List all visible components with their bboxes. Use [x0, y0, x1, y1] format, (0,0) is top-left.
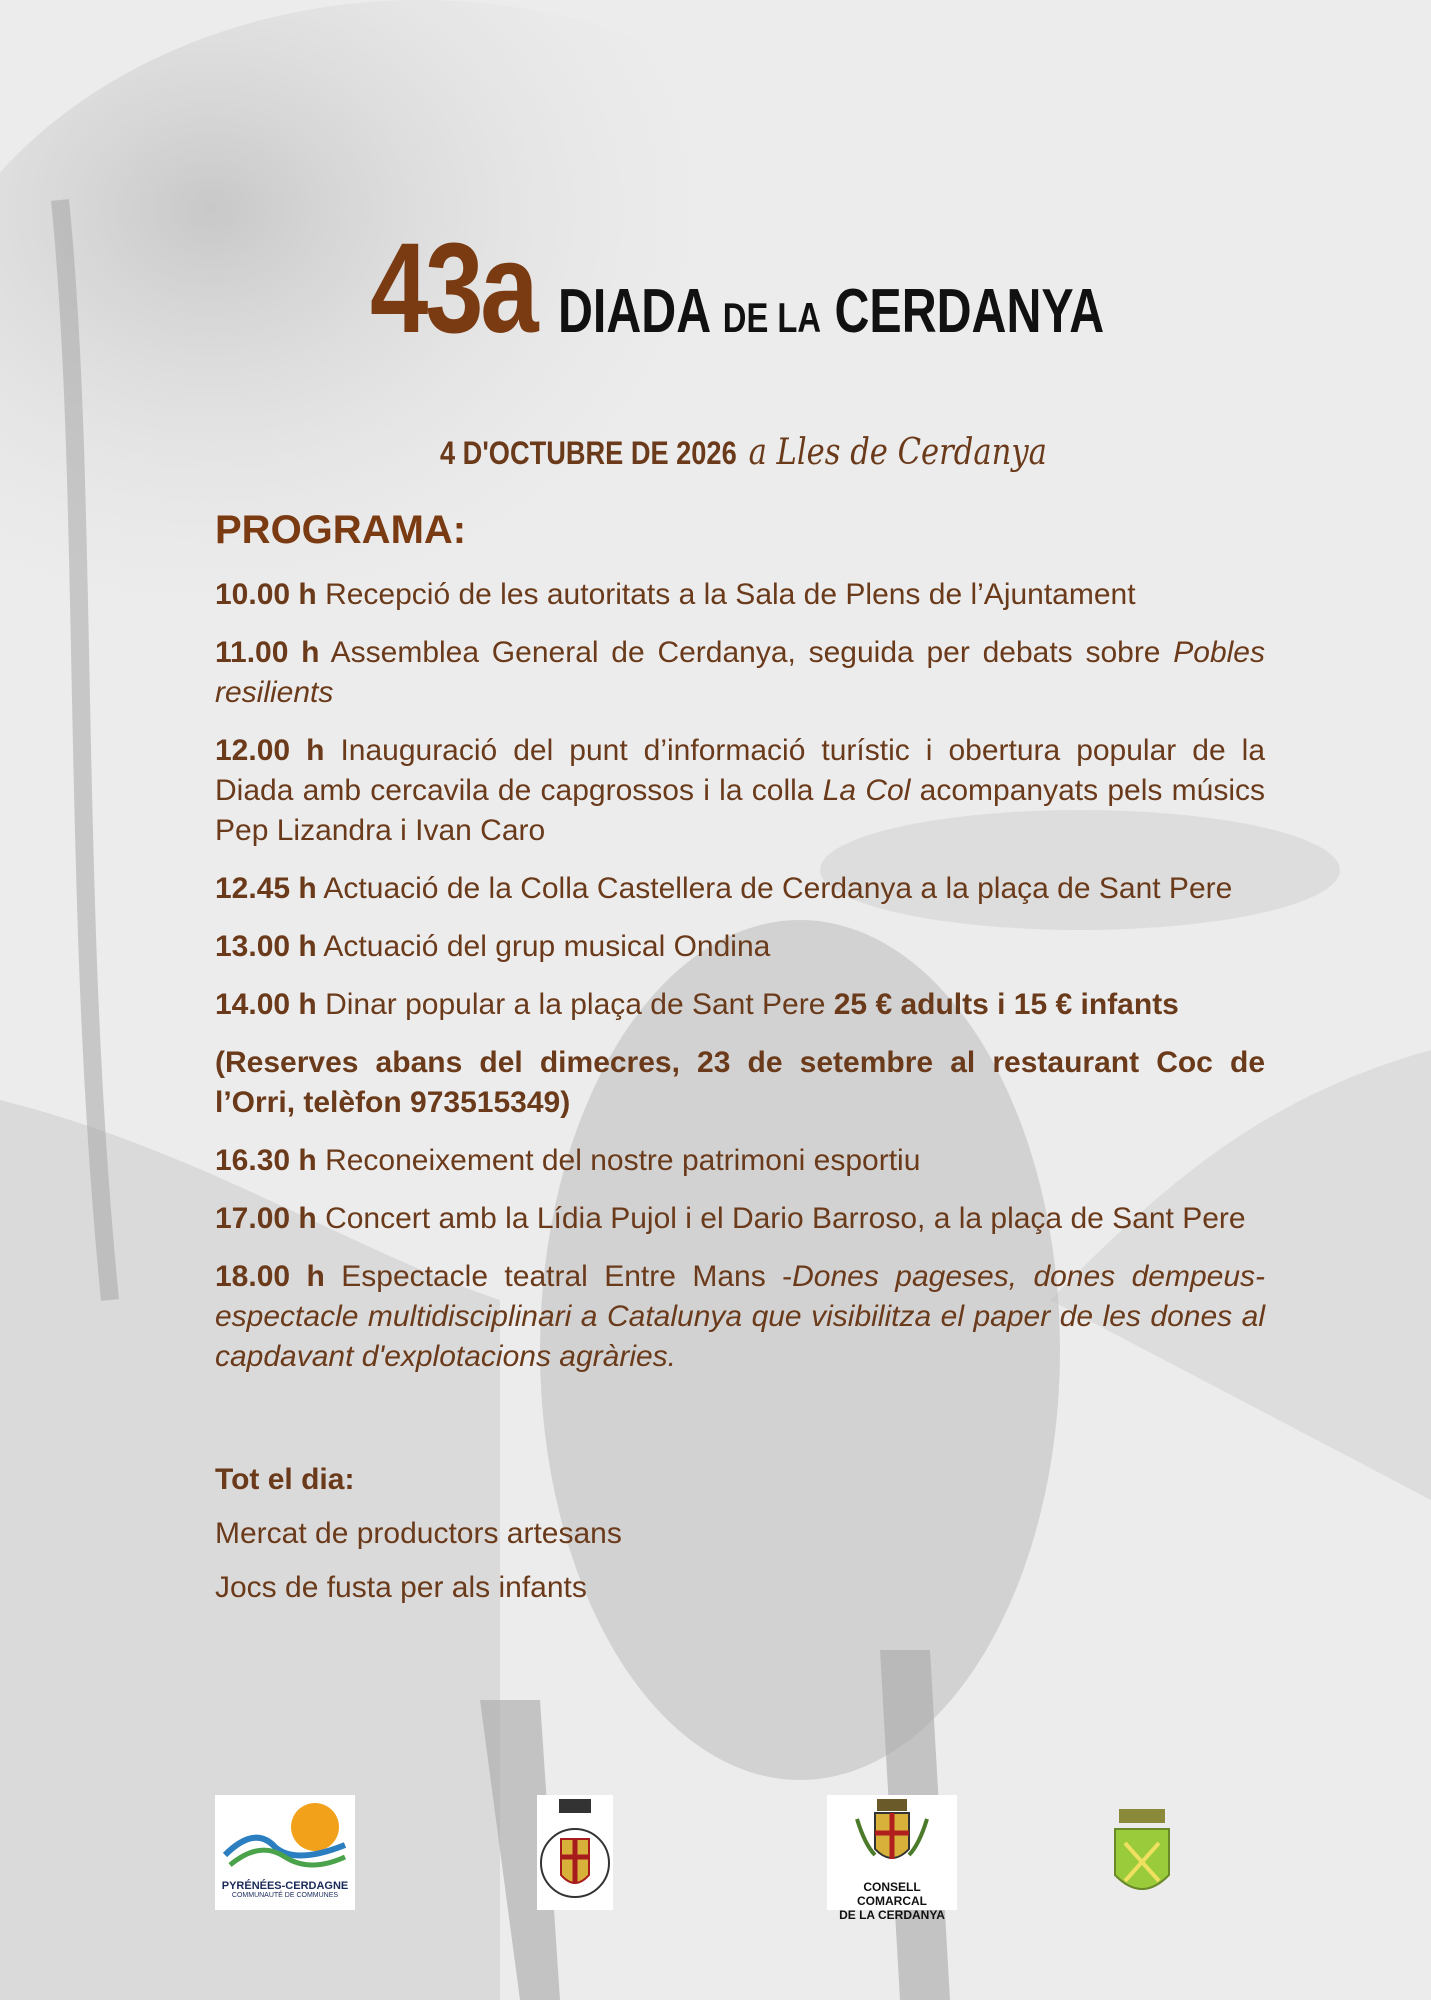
- program-item: 17.00 h Concert amb la Lídia Pujol i el Dario Barroso, a la plaça de Sant Pere: [215, 1202, 1246, 1235]
- item-time: 17.00 h: [215, 1202, 317, 1235]
- mountain-sun-icon: [215, 1795, 355, 1875]
- item-time: 12.45 h: [215, 872, 317, 905]
- edition-number: 43a: [370, 217, 536, 360]
- all-day-activity: Jocs de fusta per als infants: [215, 1571, 587, 1604]
- all-day-activity: Mercat de productors artesans: [215, 1517, 622, 1550]
- item-time: 12.00 h: [215, 734, 325, 767]
- coat-of-arms-icon: [827, 1795, 957, 1875]
- event-place: a Lles de Cerdanya: [748, 432, 1047, 473]
- program-item: 16.30 h Reconeixement del nostre patrimoni esportiu: [215, 1144, 921, 1177]
- coat-of-arms-icon: [1107, 1795, 1177, 1910]
- sponsor-logos: [0, 1795, 1431, 1922]
- event-name: [557, 277, 1104, 346]
- event-title: [370, 217, 1258, 360]
- program: [215, 508, 1265, 1625]
- consell-comarcal-logo: CONSELL COMARCAL DE LA CERDANYA: [827, 1795, 957, 1910]
- event-date: [440, 432, 1047, 473]
- item-time: 13.00 h: [215, 930, 317, 963]
- item-time: 18.00 h: [215, 1260, 325, 1293]
- program-item: 11.00 h Assemblea General de Cerdanya, seguida per debats sobre Pobles resilients: [215, 636, 1265, 709]
- title-de-la: DE LA: [722, 294, 821, 341]
- program-item: 12.00 h Inauguració del punt d’informació turístic i obertura popular de la Diada amb cercavila de capgrossos i la colla La Col acompanyats pels músics Pep Lizandra i Ivan Caro: [215, 734, 1266, 847]
- program-item: 14.00 h Dinar popular a la plaça de Sant Pere 25 € adults i 15 € infants: [215, 988, 1179, 1021]
- institut-estudis-ceretans-logo: [537, 1795, 613, 1910]
- item-time: 16.30 h: [215, 1144, 317, 1177]
- item-time: 14.00 h: [215, 988, 317, 1021]
- meal-price: 25 € adults i 15 € infants: [833, 988, 1179, 1021]
- item-time: 11.00 h: [215, 636, 320, 669]
- pyrenees-cerdagne-logo: PYRÉNÉES-CERDAGNE COMMUNAUTÉ DE COMMUNES: [215, 1795, 355, 1910]
- all-day-heading: Tot el dia:: [215, 1463, 355, 1496]
- lles-de-cerdanya-logo: [1107, 1795, 1177, 1910]
- program-item: 12.45 h Actuació de la Colla Castellera de Cerdanya a la plaça de Sant Pere: [215, 872, 1233, 905]
- title-diada: DIADA: [557, 277, 709, 346]
- program-item: 13.00 h Actuació del grup musical Ondina: [215, 930, 771, 963]
- program-item: 18.00 h Espectacle teatral Entre Mans -Dones pageses, dones dempeus- espectacle multidisciplinari a Catalunya que visibilitza el paper de les dones al capdavant d'explotacions agràries.: [215, 1260, 1266, 1373]
- title-cerdanya: CERDANYA: [834, 277, 1104, 346]
- coat-of-arms-icon: [537, 1795, 613, 1910]
- item-time: 10.00 h: [215, 578, 317, 611]
- all-day-section: [215, 1463, 1265, 1605]
- program-item: 10.00 h Recepció de les autoritats a la Sala de Plens de l’Ajuntament: [215, 578, 1136, 611]
- date-text: 4 D'OCTUBRE DE 2026: [440, 435, 737, 471]
- program-heading: PROGRAMA:: [215, 508, 467, 552]
- reservation-note: (Reserves abans del dimecres, 23 de setembre al restaurant Coc de l’Orri, telèfon 973515349): [215, 1046, 1265, 1119]
